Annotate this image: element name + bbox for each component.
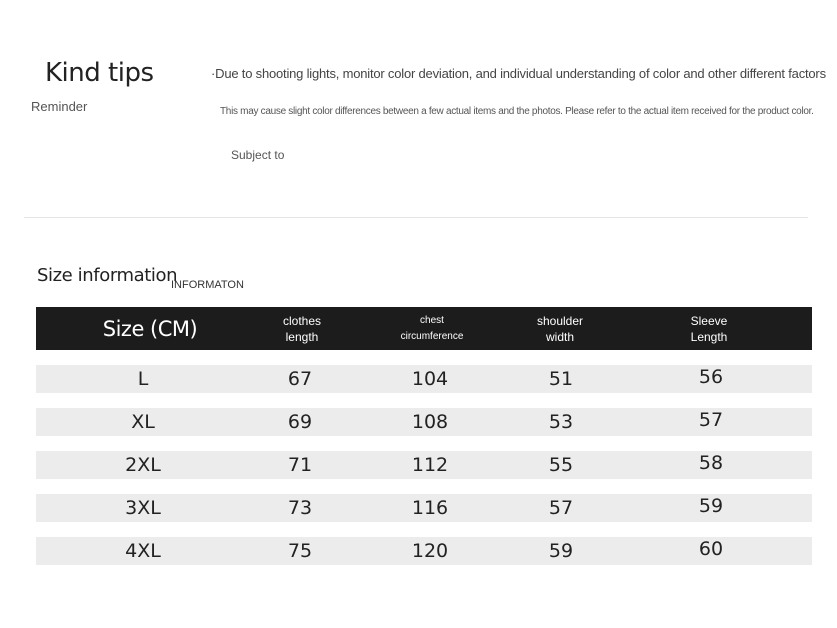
size-cell: L	[137, 368, 149, 390]
header-label-line1: shoulder	[536, 313, 584, 328]
shoulder-cell: 59	[548, 540, 574, 562]
size-cell: 2XL	[125, 454, 161, 476]
table-row	[36, 451, 812, 479]
clothes-length-cell: 75	[287, 540, 313, 562]
sleeve-cell: 59	[698, 495, 724, 517]
size-cell: 4XL	[125, 540, 161, 562]
header-label-line1: Sleeve	[690, 313, 728, 328]
clothes-length-cell: 69	[287, 411, 313, 433]
table-row	[36, 365, 812, 393]
shoulder-cell: 51	[548, 368, 574, 390]
sleeve-cell: 60	[698, 538, 724, 560]
shoulder-cell: 57	[548, 497, 574, 519]
size-cell: 3XL	[125, 497, 161, 519]
clothes-length-cell: 71	[287, 454, 313, 476]
header-label-line2: length	[285, 329, 319, 344]
tip-line-2: This may cause slight color differences between a few actual items and the photos. Please refer to the actual item received for the product color.	[220, 106, 814, 117]
header-label-line1: clothes	[282, 313, 322, 328]
chest-cell: 116	[411, 497, 449, 519]
tip-line-1: ·Due to shooting lights, monitor color deviation, and individual understanding of color and other different factors	[211, 66, 826, 81]
sleeve-cell: 58	[698, 452, 724, 474]
table-row	[36, 537, 812, 565]
header-label-line1: chest	[420, 314, 444, 326]
table-row	[36, 408, 812, 436]
size-section-title: Size information	[37, 265, 178, 286]
header-shoulder	[512, 307, 608, 350]
chest-cell: 120	[411, 540, 449, 562]
tip-line-3: Subject to	[231, 148, 285, 162]
chest-cell: 104	[411, 368, 449, 390]
header-label-line2: circumference	[400, 330, 464, 342]
header-sleeve	[661, 307, 757, 350]
chest-cell: 108	[411, 411, 449, 433]
header-size	[86, 307, 214, 350]
header-chest	[382, 307, 482, 350]
header-clothes-length	[254, 307, 350, 350]
size-section-subtitle: INFORMATON	[171, 279, 244, 291]
kind-tips-title: Kind tips	[45, 58, 154, 88]
clothes-length-cell: 73	[287, 497, 313, 519]
shoulder-cell: 55	[548, 454, 574, 476]
kind-tips-subtitle: Reminder	[31, 99, 88, 114]
sleeve-cell: 57	[698, 409, 724, 431]
table-header	[36, 307, 812, 350]
table-row	[36, 494, 812, 522]
chest-cell: 112	[411, 454, 449, 476]
size-table	[36, 307, 812, 565]
section-divider	[24, 217, 808, 218]
clothes-length-cell: 67	[287, 368, 313, 390]
size-cell: XL	[131, 411, 155, 433]
header-label-line2: width	[545, 329, 574, 344]
header-label-line2: Length	[690, 329, 728, 344]
sleeve-cell: 56	[698, 366, 724, 388]
header-size-label: Size (CM)	[102, 316, 198, 341]
shoulder-cell: 53	[548, 411, 574, 433]
